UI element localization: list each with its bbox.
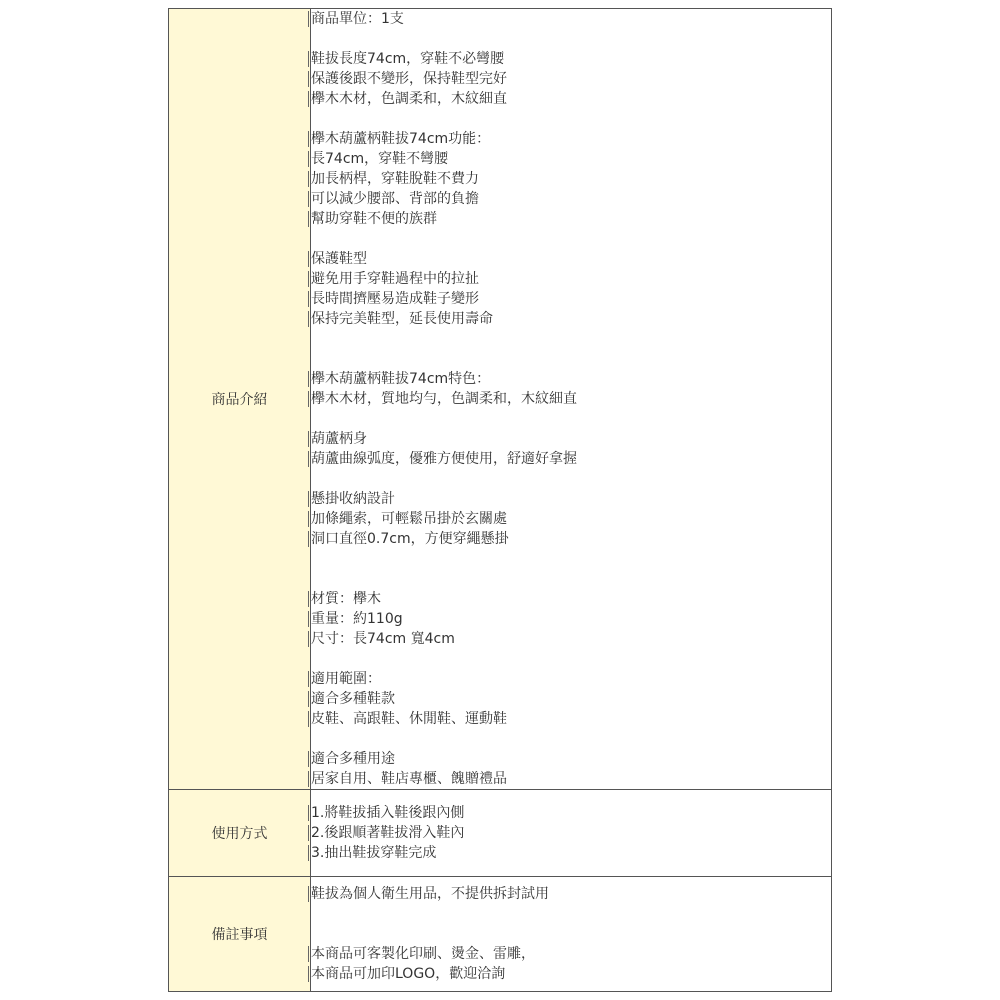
text-block [311,129,831,229]
spec-row-intro [169,9,832,790]
text-block [311,589,831,649]
text-block [311,369,831,409]
text-line: 懸掛收納設計 [311,489,831,509]
text-line: 保持完美鞋型，延長使用壽命 [311,309,831,329]
text-line: 適用範圍： [311,669,831,689]
text-line: 幫助穿鞋不便的族群 [311,209,831,229]
text-line: 葫蘆曲線弧度，優雅方便使用，舒適好拿握 [311,449,831,469]
text-line: 保護後跟不變形，保持鞋型完好 [311,69,831,89]
spec-label: 商品介紹 [169,9,311,790]
spec-content [311,790,832,877]
text-line: 適合多種用途 [311,749,831,769]
text-block [311,669,831,729]
text-line: 重量：約110g [311,609,831,629]
text-line: 鞋拔為個人衛生用品，不提供拆封試用 [311,884,831,904]
text-block [311,884,831,904]
text-line: 可以減少腰部、背部的負擔 [311,189,831,209]
text-block [311,749,831,789]
text-line: 長時間擠壓易造成鞋子變形 [311,289,831,309]
spec-row-usage [169,790,832,877]
text-block [311,944,831,984]
text-line: 避免用手穿鞋過程中的拉扯 [311,269,831,289]
text-line: 加條繩索，可輕鬆吊掛於玄關處 [311,509,831,529]
text-block [311,9,831,29]
product-spec-table [168,8,832,992]
text-line: 本商品可加印LOGO，歡迎洽詢 [311,964,831,984]
text-block [311,489,831,549]
spec-label: 備註事項 [169,877,311,992]
text-line: 欅木木材，質地均勻，色調柔和，木紋細直 [311,389,831,409]
spec-row-notes [169,877,832,992]
text-line: 欅木木材，色調柔和，木紋細直 [311,89,831,109]
text-block [311,803,831,863]
text-line: 欅木葫蘆柄鞋拔74cm特色： [311,369,831,389]
text-line: 加長柄桿，穿鞋脫鞋不費力 [311,169,831,189]
text-line: 2.後跟順著鞋拔滑入鞋內 [311,823,831,843]
text-line: 長74cm，穿鞋不彎腰 [311,149,831,169]
text-line: 居家自用、鞋店專櫃、餽贈禮品 [311,769,831,789]
text-line: 1.將鞋拔插入鞋後跟內側 [311,803,831,823]
text-line: 鞋拔長度74cm，穿鞋不必彎腰 [311,49,831,69]
text-line: 皮鞋、高跟鞋、休閒鞋、運動鞋 [311,709,831,729]
text-block [311,429,831,469]
text-line: 保護鞋型 [311,249,831,269]
text-line: 洞口直徑0.7cm，方便穿繩懸掛 [311,529,831,549]
text-line: 尺寸：長74cm 寬4cm [311,629,831,649]
text-line: 欅木葫蘆柄鞋拔74cm功能： [311,129,831,149]
text-block [311,49,831,109]
spec-content [311,877,832,992]
text-line: 材質：欅木 [311,589,831,609]
text-block [311,249,831,329]
spec-label: 使用方式 [169,790,311,877]
text-line: 本商品可客製化印刷、燙金、雷雕， [311,944,831,964]
spec-content [311,9,832,790]
text-line: 商品單位：1支 [311,9,831,29]
text-line: 葫蘆柄身 [311,429,831,449]
text-line: 3.抽出鞋拔穿鞋完成 [311,843,831,863]
text-line: 適合多種鞋款 [311,689,831,709]
